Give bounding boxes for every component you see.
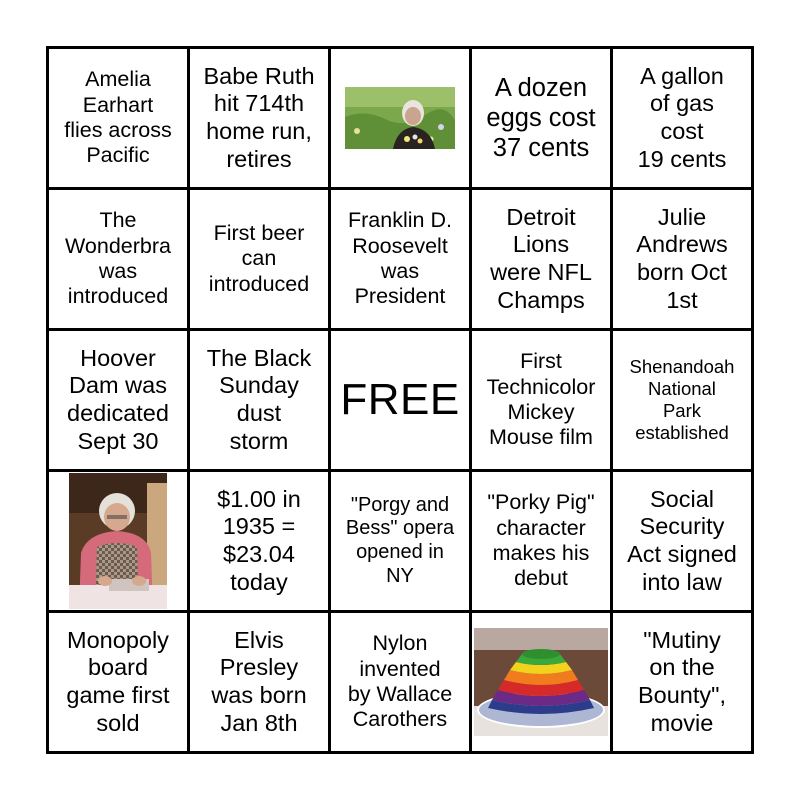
- free-label: FREE: [340, 375, 460, 425]
- bingo-cell[interactable]: [613, 331, 751, 469]
- bingo-cell[interactable]: [49, 331, 187, 469]
- bingo-cell[interactable]: [472, 472, 610, 610]
- bingo-cell[interactable]: [613, 190, 751, 328]
- cell-text: First beer can introduced: [208, 220, 310, 296]
- cell-text: Detroit Lions were NFL Champs: [490, 203, 592, 313]
- cell-text: Babe Ruth hit 714th home run, retires: [203, 62, 315, 172]
- cell-text: $1.00 in 1935 = $23.04 today: [217, 485, 301, 595]
- bingo-cell[interactable]: [49, 190, 187, 328]
- woman-with-flowers-photo: [345, 87, 455, 149]
- bingo-cell[interactable]: [331, 472, 469, 610]
- bingo-board: [46, 46, 754, 754]
- bingo-cell[interactable]: [331, 190, 469, 328]
- bingo-cell[interactable]: [49, 49, 187, 187]
- cell-text: Nylon invented by Wallace Carothers: [347, 631, 453, 732]
- bingo-cell[interactable]: [472, 331, 610, 469]
- cell-text: Elvis Presley was born Jan 8th: [211, 626, 307, 736]
- bingo-cell[interactable]: [613, 472, 751, 610]
- cell-text: A gallon of gas cost 19 cents: [637, 62, 727, 172]
- bingo-cell[interactable]: [472, 190, 610, 328]
- bingo-cell[interactable]: [613, 49, 751, 187]
- cell-text: First Technicolor Mickey Mouse film: [486, 349, 596, 450]
- cell-text: The Wonderbra was introduced: [65, 208, 171, 309]
- bingo-cell[interactable]: [472, 613, 610, 751]
- bingo-cell[interactable]: [613, 613, 751, 751]
- cell-text: Hoover Dam was dedicated Sept 30: [67, 344, 169, 454]
- bingo-cell[interactable]: [190, 613, 328, 751]
- rainbow-jello-photo: [474, 628, 608, 736]
- cell-text: "Mutiny on the Bounty", movie: [637, 626, 727, 736]
- cell-text: Social Security Act signed into law: [627, 485, 737, 595]
- cell-text: The Black Sunday dust storm: [206, 344, 312, 454]
- cell-text: Julie Andrews born Oct 1st: [636, 203, 728, 313]
- bingo-cell[interactable]: [49, 472, 187, 610]
- bingo-cell[interactable]: [472, 49, 610, 187]
- free-space[interactable]: [331, 331, 469, 469]
- cell-text: "Porgy and Bess" opera opened in NY: [345, 493, 455, 587]
- cell-text: Monopoly board game first sold: [66, 626, 170, 736]
- bingo-cell[interactable]: [49, 613, 187, 751]
- bingo-cell[interactable]: [331, 613, 469, 751]
- cell-text: Franklin D. Roosevelt was President: [348, 208, 452, 309]
- bingo-cell[interactable]: [190, 190, 328, 328]
- cell-text: A dozen eggs cost 37 cents: [486, 73, 596, 163]
- bingo-cell[interactable]: [331, 49, 469, 187]
- cell-text: "Porky Pig" character makes his debut: [487, 490, 595, 591]
- cell-text: Amelia Earhart flies across Pacific: [64, 67, 172, 168]
- bingo-cell[interactable]: [190, 472, 328, 610]
- bingo-cell[interactable]: [190, 331, 328, 469]
- woman-crafting-photo: [69, 473, 167, 609]
- bingo-cell[interactable]: [190, 49, 328, 187]
- cell-text: Shenandoah National Park established: [629, 356, 735, 443]
